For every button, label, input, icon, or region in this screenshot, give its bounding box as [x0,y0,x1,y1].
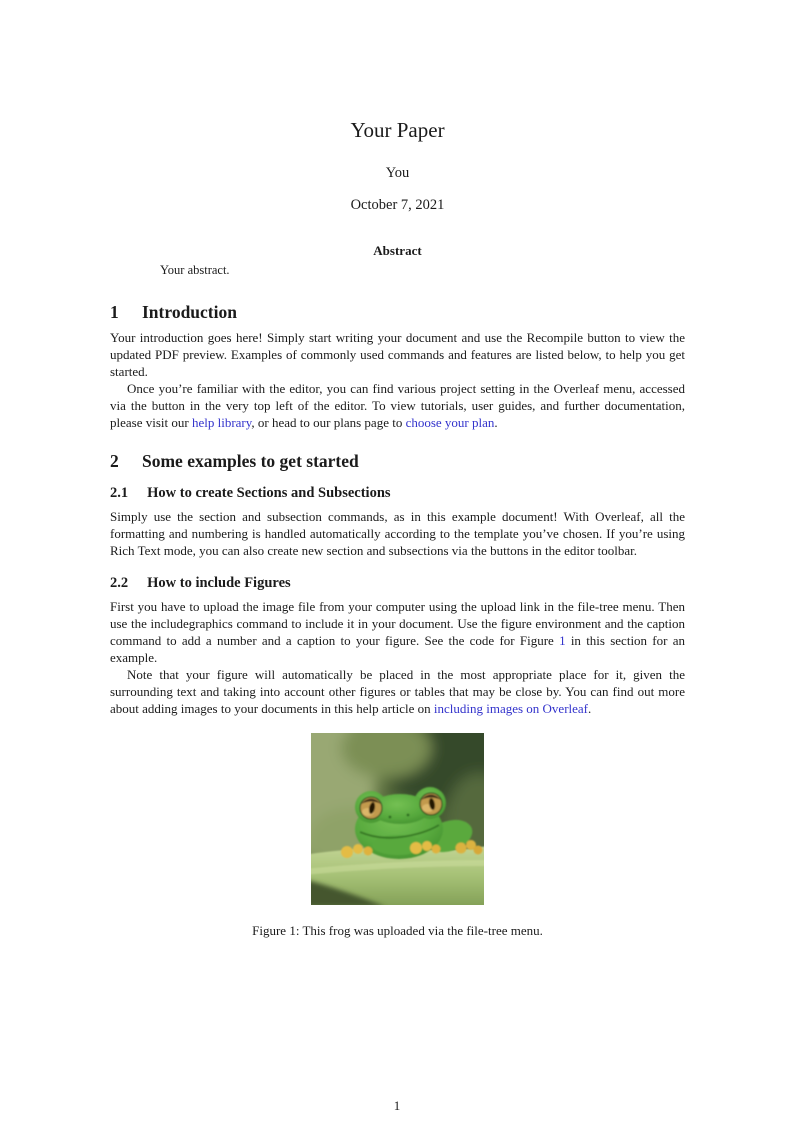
text-segment: Note that your figure will automatically be placed in the most appropriate place for it, given the surrounding text and taking into account other figures or tables that may be close by. You can find out more about adding images to your documents in this help article on [110,667,685,716]
subsection-2-1-number: 2.1 [110,485,129,501]
subsection-2-1-heading [110,484,685,502]
frog-photo [311,733,484,905]
text-segment: First you have to upload the image file from your computer using the upload link in the file-tree menu. Then use the includegraphics command to include it in your document. Use the figure environment and the caption command to add a number and a caption to your figure. See the code for Figure [110,599,685,648]
subsection-2-1-title: How to create Sections and Subsections [147,485,391,501]
figure-1-ref-link[interactable]: 1 [559,633,566,648]
section-2-number: 2 [110,451,119,471]
text-segment: , or head to our plans page to [251,415,406,430]
text-segment: . [588,701,592,716]
text-segment: . [494,415,498,430]
text-segment: Simply use the section and subsection commands, as in this example document! With Overleaf, all the formatting and numbering is handled automatically according to the template you’ve chosen. If you’re using Rich Text mode, you can also create new section and subsections via the buttons in the editor toolbar. [110,509,685,558]
subsection-2-2-number: 2.2 [110,575,129,591]
abstract-heading: Abstract [373,243,422,258]
choose-your-plan-link[interactable]: choose your plan [405,415,495,430]
pdf-page [0,118,794,1146]
abstract-text: Your abstract. [160,263,230,277]
section-2-title: Some examples to get started [142,451,359,471]
subsection-2-2-heading [110,574,685,592]
section-2-heading [110,451,685,472]
page-content [0,118,794,939]
section-1-heading [110,302,685,323]
help-library-link[interactable]: help library [191,415,252,430]
sections-paragraph [110,508,685,559]
text-segment: in this section for an example. [110,633,685,665]
page-number: 1 [393,1098,401,1113]
intro-paragraph-2 [110,380,685,431]
text-segment: Your introduction goes here! Simply start writing your document and use the Recompile button to view the updated PDF preview. Examples of commonly used commands and features are listed below, to help you get started. [110,330,685,379]
text-segment: Once you’re familiar with the editor, you can find various project setting in the Overleaf menu, accessed via the button in the very top left of the editor. To view tutorials, user guides, and further documentation, please visit our [110,381,685,430]
paper-author: You [385,165,410,181]
figures-paragraph-1 [110,598,685,666]
paper-title: Your Paper [350,118,445,142]
including-images-link[interactable]: including images on Overleaf [433,701,589,716]
subsection-2-2-title: How to include Figures [147,575,291,591]
figure-1-block [110,733,685,939]
figures-paragraph-2 [110,666,685,717]
intro-paragraph-1 [110,329,685,380]
figure-1-caption: Figure 1: This frog was uploaded via the file-tree menu. [252,923,543,938]
paper-date: October 7, 2021 [350,197,445,213]
section-1-title: Introduction [142,302,237,322]
section-1-number: 1 [110,302,119,322]
